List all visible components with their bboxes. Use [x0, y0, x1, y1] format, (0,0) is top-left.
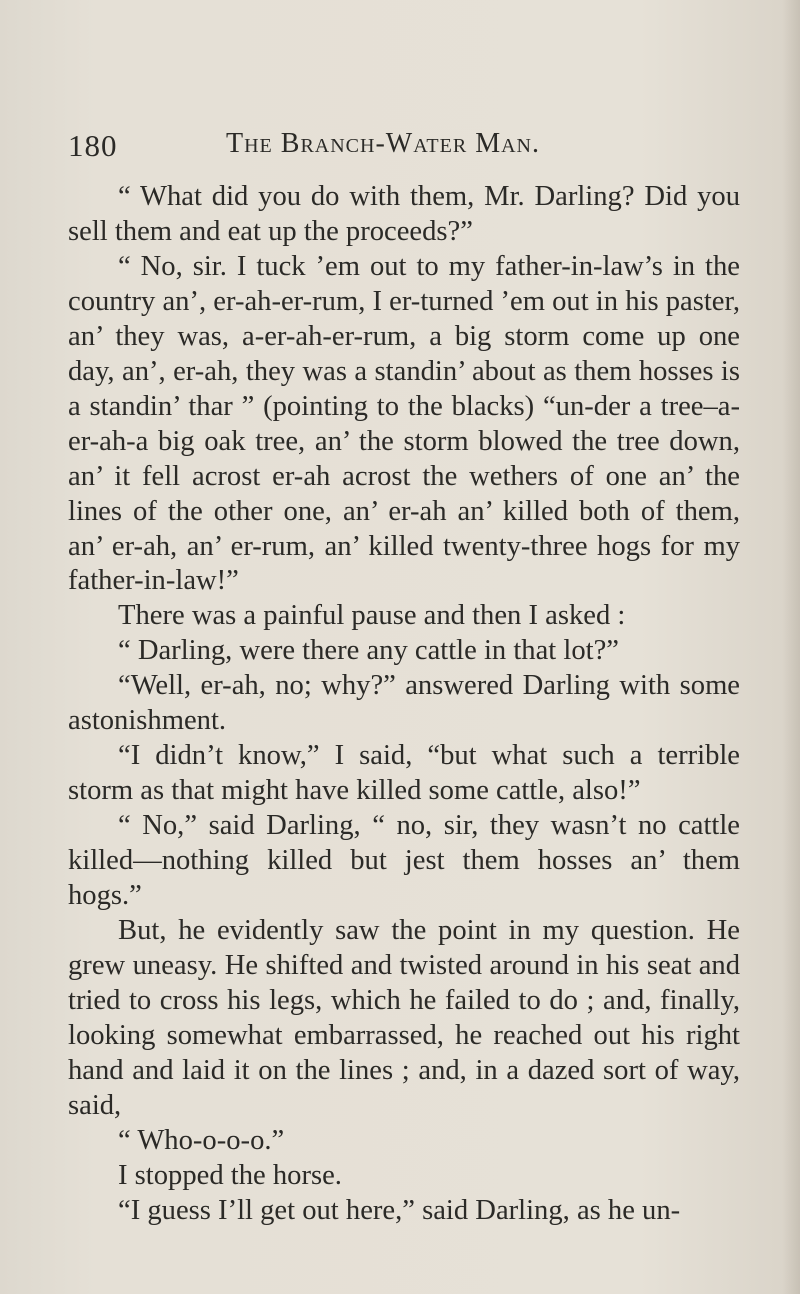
- paragraph: “ Who-o-o-o.”: [118, 1124, 285, 1156]
- paragraph: There was a painful pause and then I asked :: [118, 600, 626, 632]
- paragraph: “ What did you do with them, Mr. Darling? Did you sell them and eat up the proceeds?”: [68, 181, 740, 247]
- page-edge-shadow: [782, 0, 800, 1294]
- paragraph: “Well, er-ah, no; why?” answered Darling with some astonishment.: [68, 670, 740, 737]
- page-header: [68, 128, 718, 168]
- paragraph: “ Darling, were there any cattle in that lot?”: [118, 635, 619, 667]
- paragraph: “I didn’t know,” I said, “but what such a terrible storm as that might have killed some cattle, also!”: [68, 740, 740, 807]
- paragraph: “ No, sir. I tuck ’em out to my father-in-law’s in the country an’, er-ah-er-rum, I er-turned ’em out in his paster, an’ they was, a-er-ah-er-rum, a big storm come up one day, an’, er-ah, they was a standin’ about as them hosses is a standin’ thar ” (pointing to the blacks) “un-der a tree–a-er-ah-a big oak tree, an’ the storm blowed the tree down, an’ it fell acrost er-ah acrost the wethers of one an’ the lines of the other one, an’ er-ah an’ killed both of them, an’ er-ah, an’ er-rum, an’ killed twenty-three hogs for my father-in-law!”: [68, 250, 740, 597]
- body-text: [68, 180, 740, 1229]
- paragraph: “ No,” said Darling, “ no, sir, they wasn’t no cattle killed—nothing killed but jest them hosses an’ them hogs.”: [68, 810, 740, 912]
- paragraph: But, he evidently saw the point in my question. He grew uneasy. He shifted and twisted around in his seat and tried to cross his legs, which he failed to do ; and, finally, looking somewhat embarrassed, he reached out his right hand and laid it on the lines ; and, in a dazed sort of way, said,: [68, 915, 740, 1121]
- paragraph: I stopped the horse.: [118, 1159, 342, 1191]
- page-number: 180: [68, 128, 118, 163]
- paragraph: “I guess I’ll get out here,” said Darling, as he un-: [118, 1194, 681, 1226]
- running-head: The Branch-Water Man.: [226, 128, 540, 159]
